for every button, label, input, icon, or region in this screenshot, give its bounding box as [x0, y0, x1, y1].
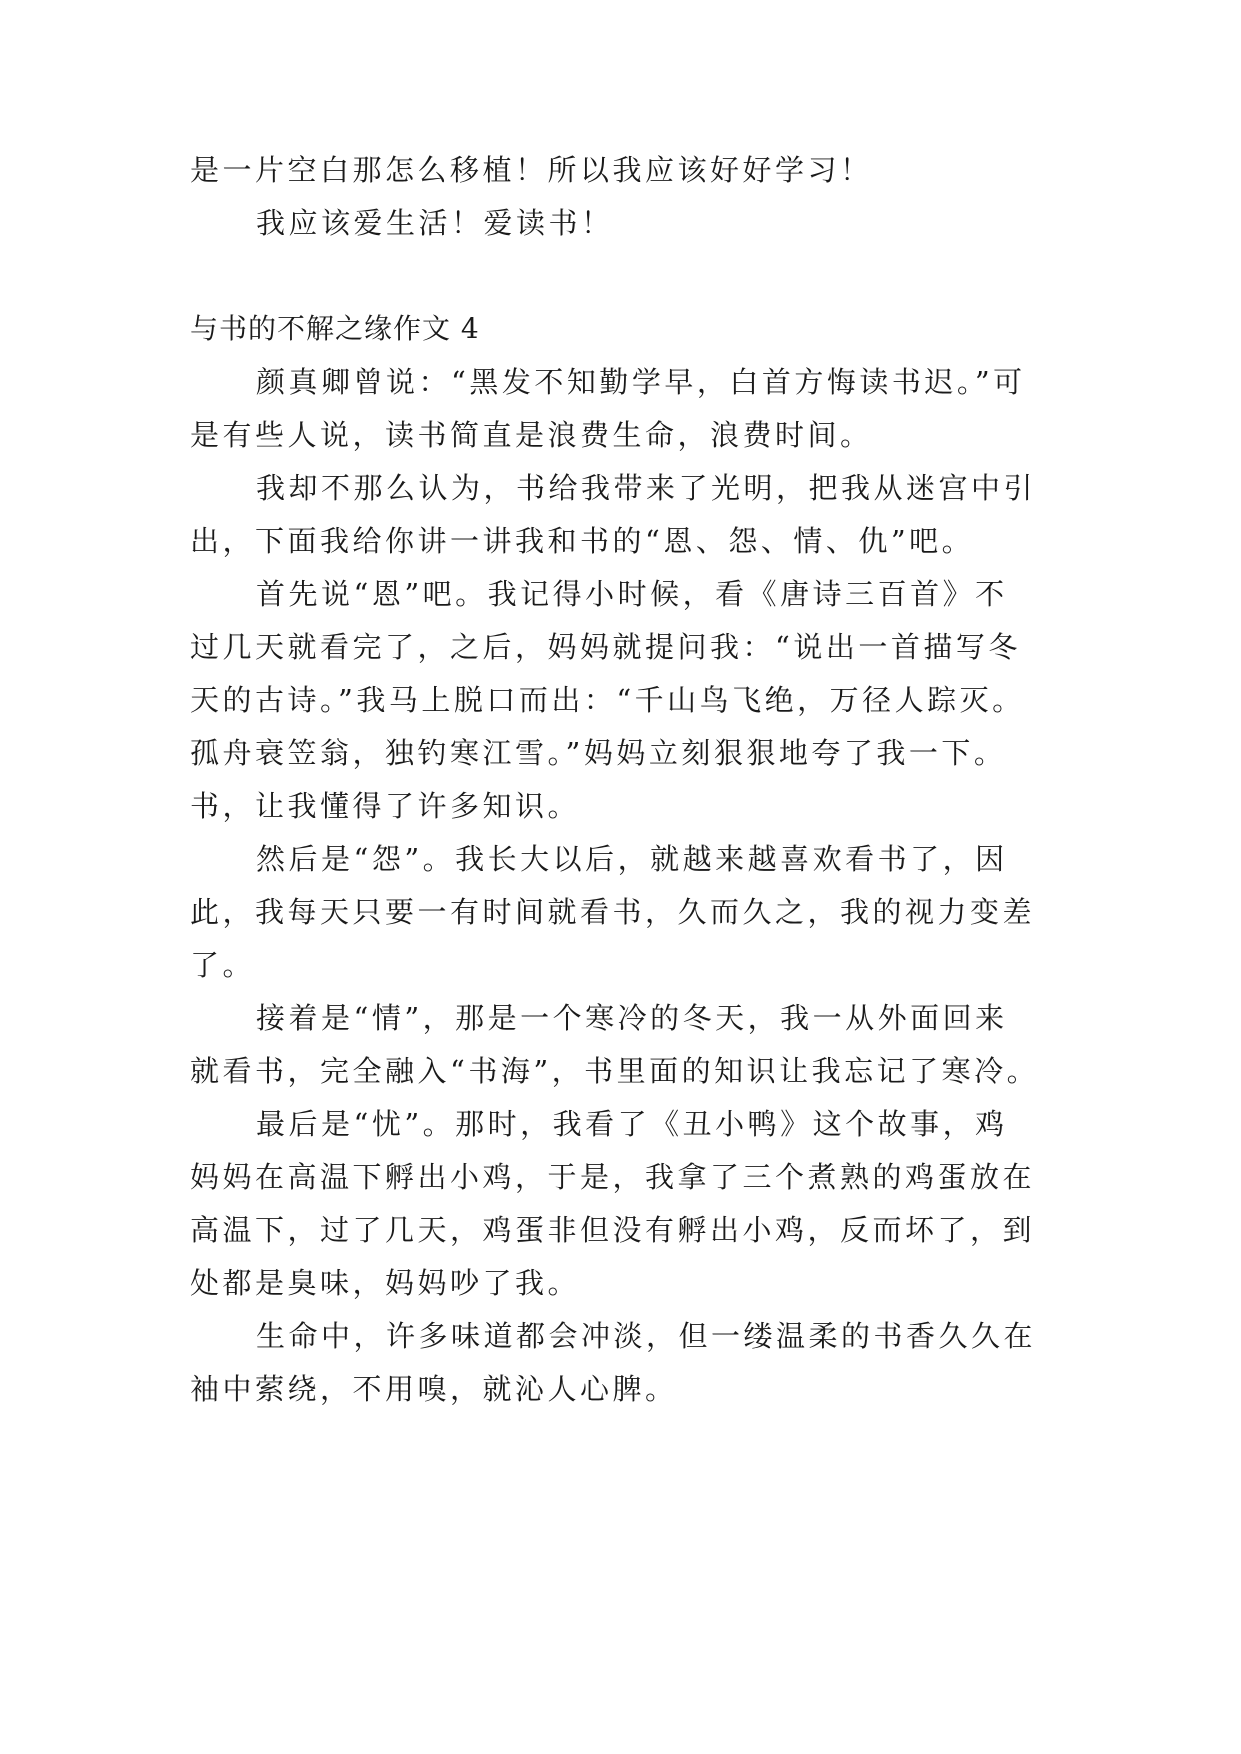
- paragraph-line: 就看书，完全融入“书海”，书里面的知识让我忘记了寒冷。: [190, 1054, 1040, 1088]
- paragraph-line: 妈妈在高温下孵出小鸡，于是，我拿了三个煮熟的鸡蛋放在: [190, 1160, 1036, 1194]
- paragraph-line: 首先说“恩”吧。我记得小时候，看《唐诗三百首》不: [256, 577, 1008, 611]
- paragraph-line: 生命中，许多味道都会冲淡，但一缕温柔的书香久久在: [256, 1319, 1037, 1353]
- paragraph-line: 是有些人说，读书简直是浪费生命，浪费时间。: [190, 418, 873, 452]
- paragraph-line: 天的古诗。”我马上脱口而出：“千山鸟飞绝，万径人踪灭。: [190, 683, 1025, 717]
- paragraph-line: 然后是“怨”。我长大以后，就越来越喜欢看书了，因: [256, 842, 1008, 876]
- paragraph-line: 颜真卿曾说：“黑发不知勤学早，白首方悔读书迟。”可: [256, 365, 1026, 399]
- paragraph-line: 我应该爱生活！爱读书！: [256, 206, 614, 240]
- paragraph-line: 我却不那么认为，书给我带来了光明，把我从迷宫中引: [256, 471, 1037, 505]
- paragraph-line: 了。: [190, 948, 256, 982]
- paragraph-line: 是一片空白那怎么移植！所以我应该好好学习！: [190, 153, 873, 187]
- paragraph-line: 孤舟衰笠翁，独钓寒江雪。”妈妈立刻狠狠地夸了我一下。: [190, 736, 1007, 770]
- paragraph-line: 处都是臭味，妈妈吵了我。: [190, 1266, 581, 1300]
- paragraph-line: 最后是“忧”。那时，我看了《丑小鸭》这个故事，鸡: [256, 1107, 1008, 1141]
- paragraph-line: 此，我每天只要一有时间就看书，久而久之，我的视力变差: [190, 895, 1036, 929]
- paragraph-line: 过几天就看完了，之后，妈妈就提问我：“说出一首描写冬: [190, 630, 1021, 664]
- paragraph-line: 高温下，过了几天，鸡蛋非但没有孵出小鸡，反而坏了，到: [190, 1213, 1036, 1247]
- paragraph-line: 袖中萦绕，不用嗅，就沁人心脾。: [190, 1372, 678, 1406]
- section-heading: 与书的不解之缘作文 4: [190, 312, 480, 345]
- paragraph-line: 接着是“情”，那是一个寒冷的冬天，我一从外面回来: [256, 1001, 1008, 1035]
- paragraph-line: 出，下面我给你讲一讲我和书的“恩、怨、情、仇”吧。: [190, 524, 975, 558]
- paragraph-line: 书，让我懂得了许多知识。: [190, 789, 581, 823]
